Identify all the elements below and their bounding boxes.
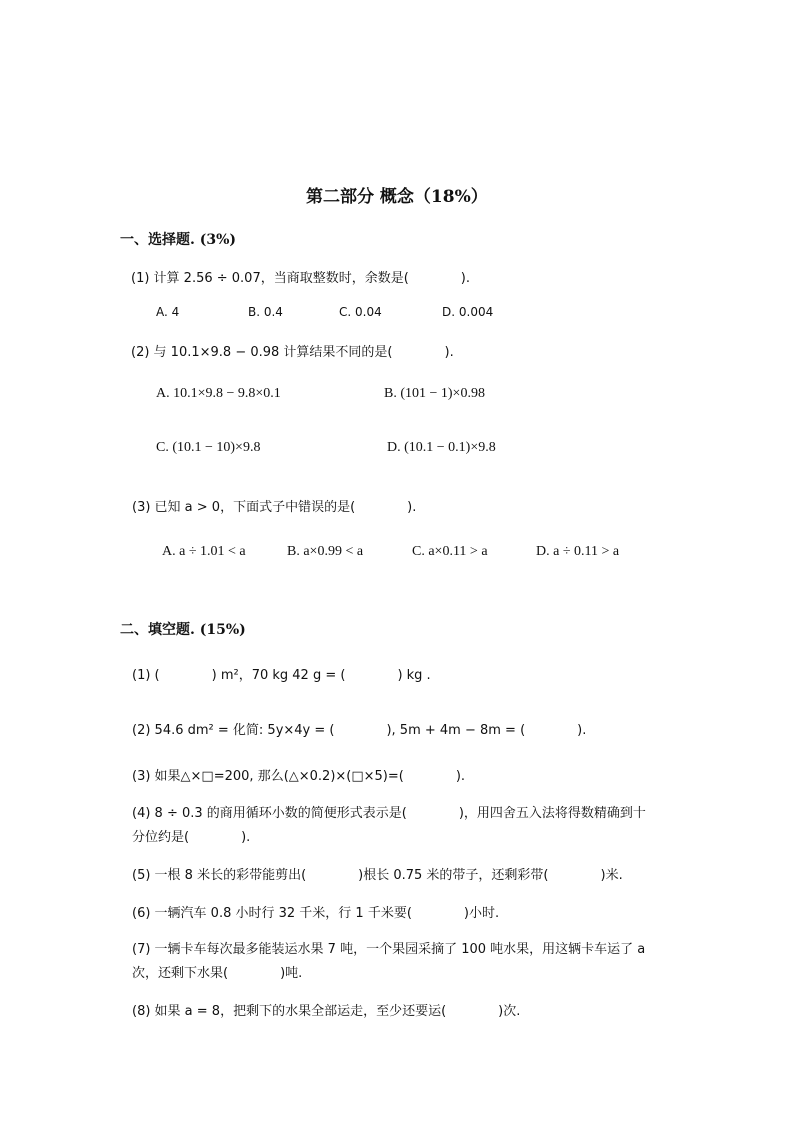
- question-2-option-b: B. (101 − 1)×0.98: [384, 386, 485, 401]
- question-3-text: (3) 已知 a > 0，下面式子中错误的是( ).: [132, 500, 417, 515]
- fill-item-7-line-1: (7) 一辆卡车每次最多能装运水果 7 吨，一个果园采摘了 100 吨水果，用这辆卡车运了 a: [132, 942, 646, 957]
- fill-item-6: (6) 一辆汽车 0.8 小时行 32 千米，行 1 千米要( )小时.: [132, 906, 500, 921]
- fill-item-7-line-2: 次，还剩下水果( )吨.: [132, 966, 303, 981]
- section-heading-fill: 二、填空题. (15%): [120, 622, 246, 638]
- page-title: 第二部分 概念（18%）: [306, 187, 488, 207]
- question-3-option-c: C. a×0.11 > a: [412, 544, 488, 559]
- fill-item-4-line-2: 分位约是( ).: [132, 830, 251, 845]
- question-2-option-a: A. 10.1×9.8 − 9.8×0.1: [156, 386, 281, 401]
- fill-item-2: (2) 54.6 dm² = 化简: 5y×4y = ( ), 5m + 4m − 8m = ( ).: [132, 723, 587, 738]
- question-2-text: (2) 与 10.1×9.8 − 0.98 计算结果不同的是( ).: [131, 345, 454, 360]
- question-3-option-a: A. a ÷ 1.01 < a: [162, 544, 246, 559]
- fill-item-3: (3) 如果△×□=200, 那么(△×0.2)×(□×5)=( ).: [132, 769, 466, 784]
- question-1-option-d: D. 0.004: [442, 305, 494, 319]
- question-3-option-d: D. a ÷ 0.11 > a: [536, 544, 620, 559]
- question-2-option-c: C. (10.1 − 10)×9.8: [156, 440, 261, 455]
- fill-item-8: (8) 如果 a = 8，把剩下的水果全部运走，至少还要运( )次.: [132, 1004, 521, 1019]
- fill-item-5: (5) 一根 8 米长的彩带能剪出( )根长 0.75 米的带子，还剩彩带( )米.: [132, 868, 623, 883]
- fill-item-4-line-1: (4) 8 ÷ 0.3 的商用循环小数的简便形式表示是( )，用四舍五入法将得数精确到十: [132, 806, 646, 821]
- question-3-option-b: B. a×0.99 < a: [287, 544, 364, 559]
- question-1-option-a: A. 4: [156, 305, 180, 319]
- question-1-text: (1) 计算 2.56 ÷ 0.07，当商取整数时，余数是( ).: [131, 271, 471, 286]
- question-1-option-b: B. 0.4: [248, 305, 283, 319]
- question-1-option-c: C. 0.04: [339, 305, 382, 319]
- fill-item-1: (1) ( ) m²，70 kg 42 g = ( ) kg .: [132, 668, 431, 683]
- question-2-option-d: D. (10.1 − 0.1)×9.8: [387, 440, 496, 455]
- section-heading-choice: 一、选择题. (3%): [120, 232, 237, 248]
